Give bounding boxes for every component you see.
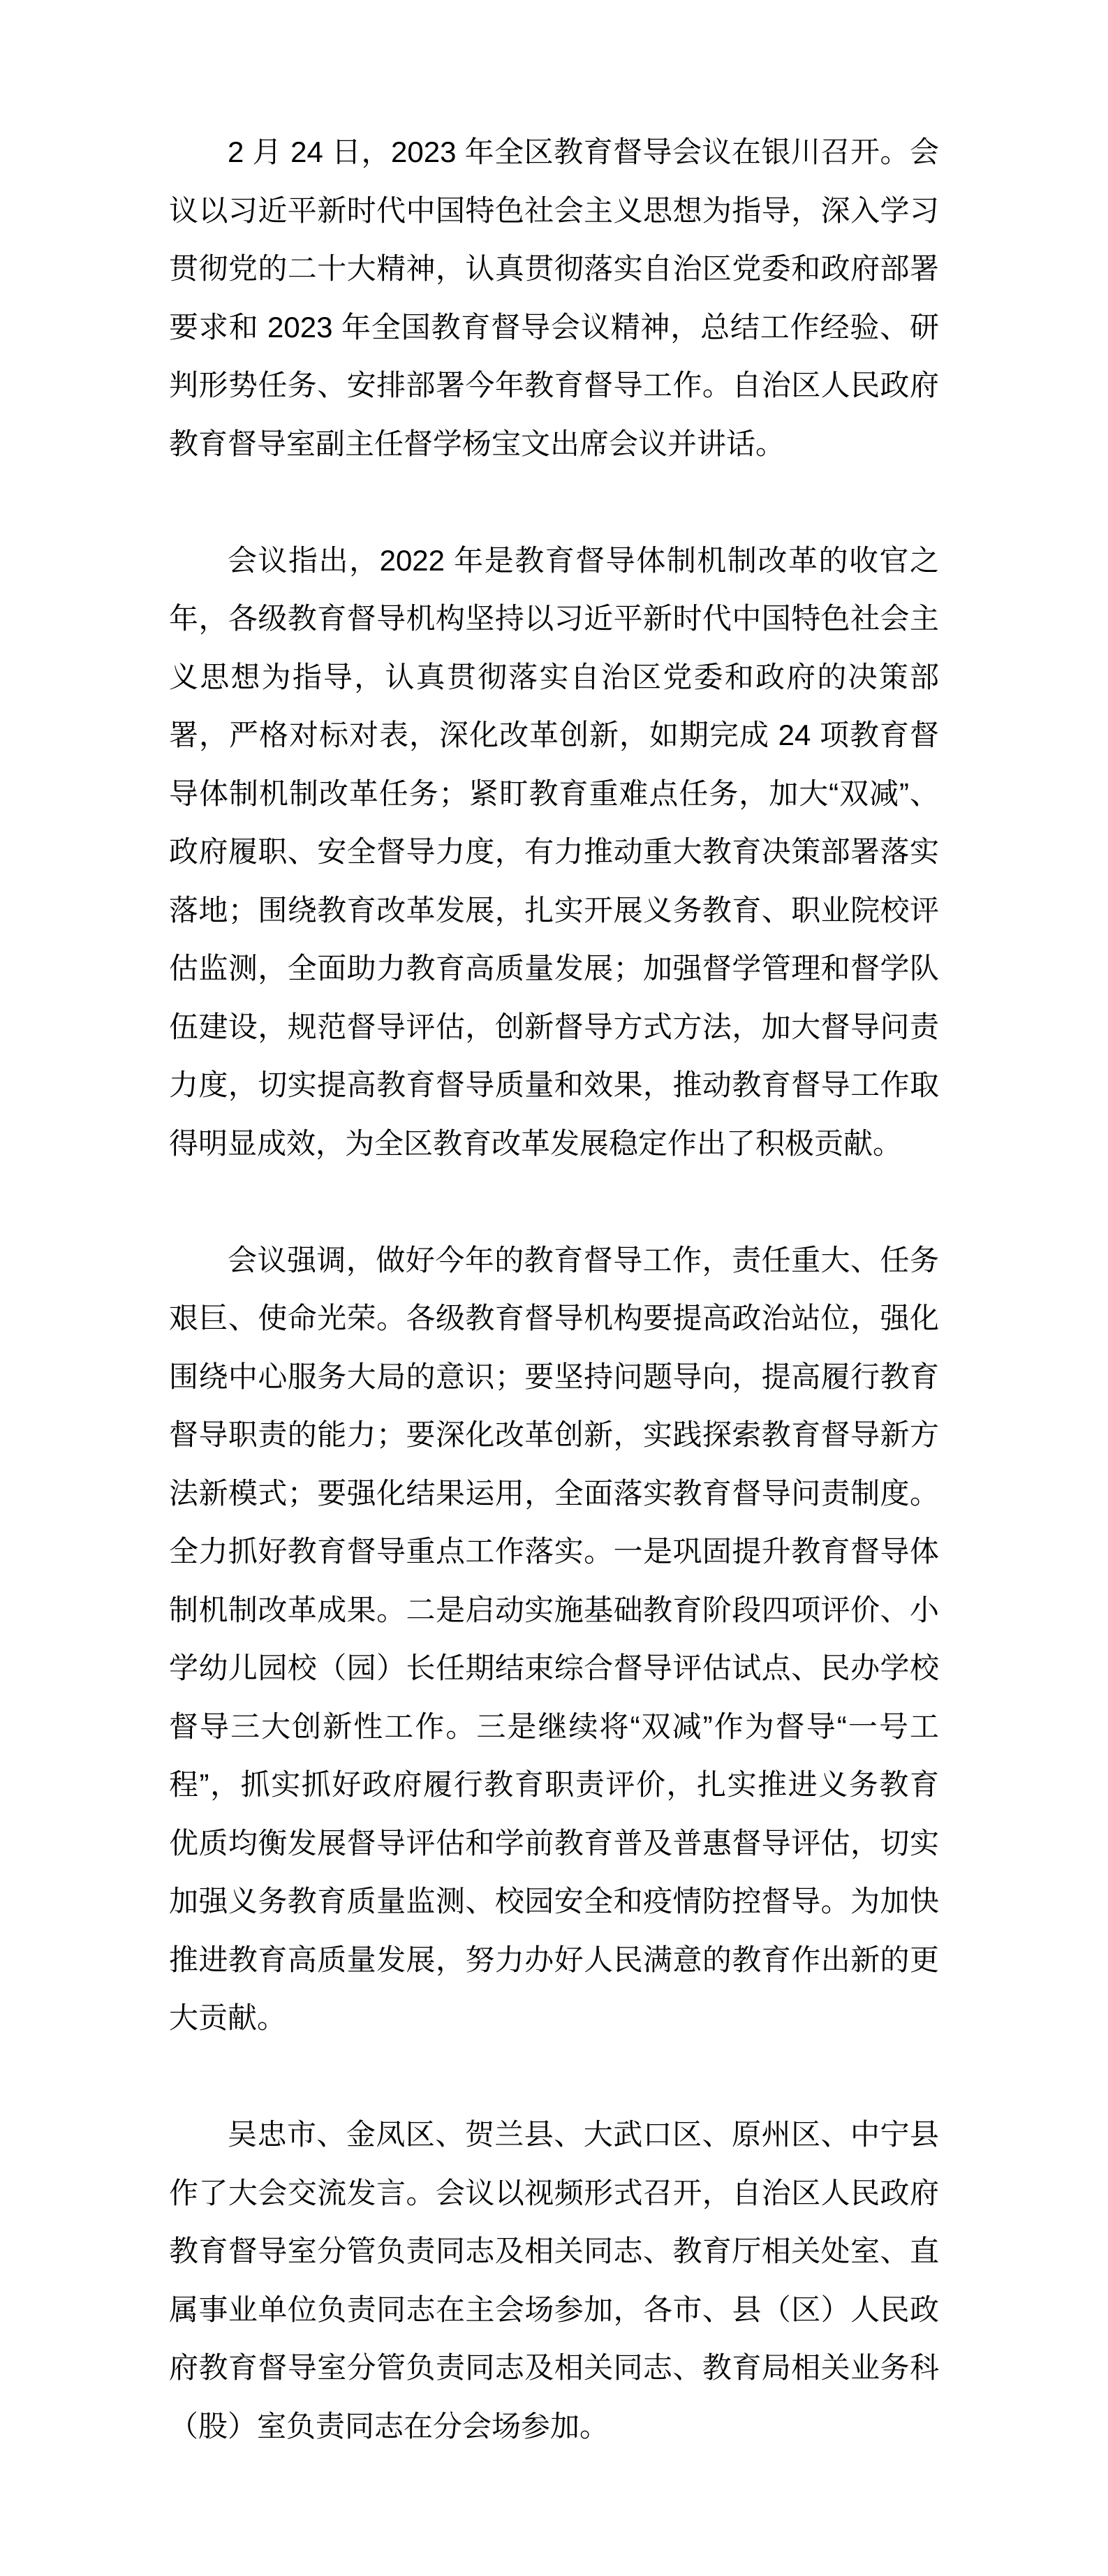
body-paragraph: 2 月 24 日，2023 年全区教育督导会议在银川召开。会议以习近平新时代中国特色社会主义思想为指导，深入学习贯彻党的二十大精神，认真贯彻落实自治区党委和政府部署要求和 2023 年全国教育督导会议精神，总结工作经验、研判形势任务、安排部署今年教育督导工作。自治区人民政府教育督导室副主任督学杨宝文出席会议并讲话。 bbox=[169, 135, 939, 460]
body-paragraph: 会议指出，2022 年是教育督导体制机制改革的收官之年，各级教育督导机构坚持以习近平新时代中国特色社会主义思想为指导，认真贯彻落实自治区党委和政府的决策部署，严格对标对表，深化改革创新，如期完成 24 项教育督导体制机制改革任务；紧盯教育重难点任务，加大“双减”、政府履职、安全督导力度，有力推动重大教育决策部署落实落地；围绕教育改革发展，扎实开展义务教育、职业院校评估监测，全面助力教育高质量发展；加强督学管理和督学队伍建设，规范督导评估，创新督导方式方法，加大督导问责力度，切实提高教育督导质量和效果，推动教育督导工作取得明显成效，为全区教育改革发展稳定作出了积极贡献。 bbox=[169, 543, 939, 1160]
body-paragraph: 吴忠市、金凤区、贺兰县、大武口区、原州区、中宁县作了大会交流发言。会议以视频形式召开，自治区人民政府教育督导室分管负责同志及相关同志、教育厅相关处室、直属事业单位负责同志在主会场参加，各市、县（区）人民政府教育督导室分管负责同志及相关同志、教育局相关业务科（股）室负责同志在分会场参加。 bbox=[169, 2118, 939, 2443]
article-body bbox=[169, 0, 939, 2455]
body-paragraph: 会议强调，做好今年的教育督导工作，责任重大、任务艰巨、使命光荣。各级教育督导机构要提高政治站位，强化围绕中心服务大局的意识；要坚持问题导向，提高履行教育督导职责的能力；要深化改革创新，实践探索教育督导新方法新模式；要强化结果运用，全面落实教育督导问责制度。全力抓好教育督导重点工作落实。一是巩固提升教育督导体制机制改革成果。二是启动实施基础教育阶段四项评价、小学幼儿园校（园）长任期结束综合督导评估试点、民办学校督导三大创新性工作。三是继续将“双减”作为督导“一号工程”，抓实抓好政府履行教育职责评价，扎实推进义务教育优质均衡发展督导评估和学前教育普及普惠督导评估，切实加强义务教育质量监测、校园安全和疫情防控督导。为加快推进教育高质量发展，努力办好人民满意的教育作出新的更大贡献。 bbox=[169, 1243, 939, 2034]
